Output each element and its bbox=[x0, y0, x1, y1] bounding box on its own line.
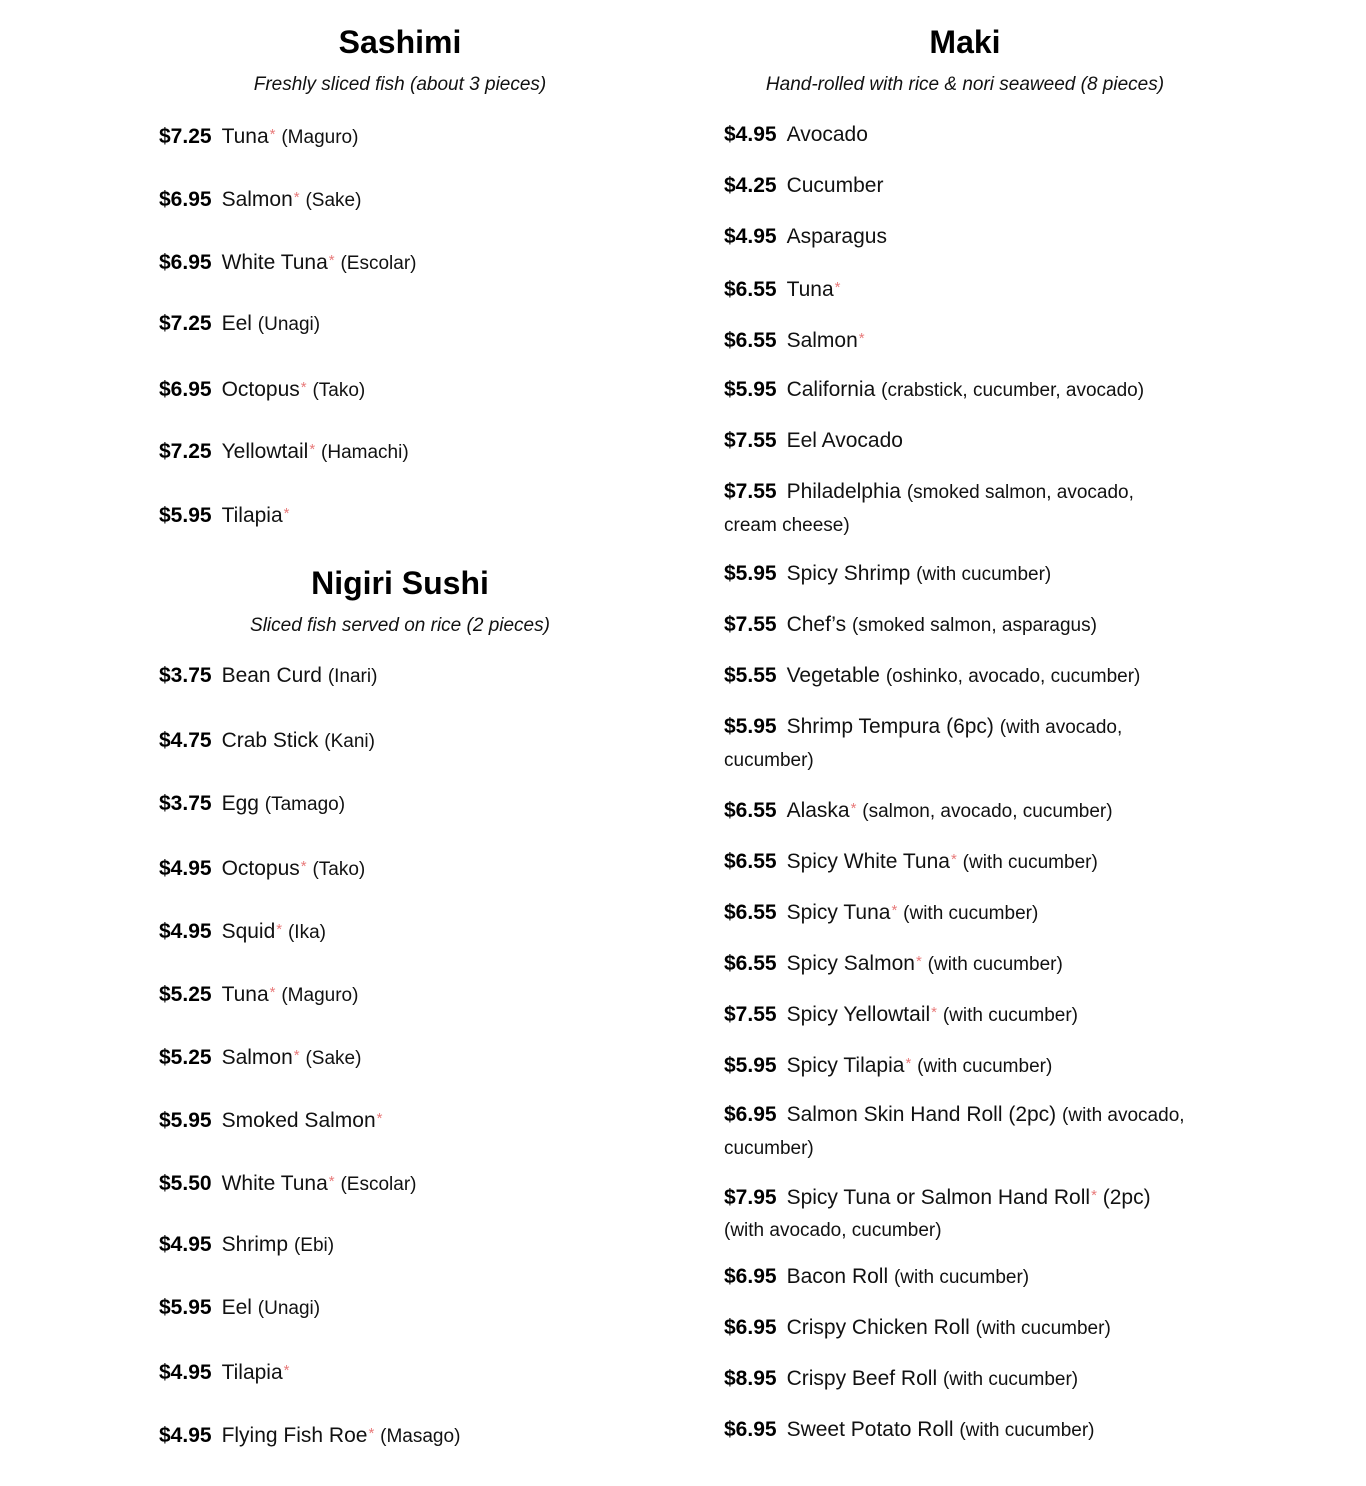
item-name: Crispy Chicken Roll bbox=[786, 1316, 970, 1339]
item-detail: (smoked salmon, avocado, cream cheese) bbox=[724, 482, 1134, 536]
menu-item bbox=[724, 997, 1186, 1032]
item-name: Shrimp Tempura (6pc) bbox=[786, 715, 994, 738]
menu-item bbox=[159, 914, 621, 949]
item-price: $6.95 bbox=[724, 1265, 777, 1288]
item-detail: (crabstick, cucumber, avocado) bbox=[881, 380, 1145, 401]
item-extra: (2pc) bbox=[1102, 1186, 1151, 1209]
raw-indicator-icon: * bbox=[283, 505, 290, 522]
menu-item bbox=[724, 793, 1186, 828]
menu-item bbox=[724, 221, 1186, 253]
raw-indicator-icon: * bbox=[293, 1047, 300, 1064]
item-detail: (Hamachi) bbox=[321, 442, 409, 463]
item-price: $6.95 bbox=[724, 1418, 777, 1441]
item-price: $7.25 bbox=[159, 440, 212, 463]
item-detail: (salmon, avocado, cucumber) bbox=[862, 801, 1113, 822]
menu-item bbox=[724, 425, 1186, 457]
raw-indicator-icon: * bbox=[300, 379, 307, 396]
item-name: Crab Stick bbox=[221, 729, 319, 752]
item-name: Octopus bbox=[221, 378, 300, 401]
raw-indicator-icon: * bbox=[376, 1110, 383, 1127]
menu-item bbox=[159, 851, 621, 886]
menu-item bbox=[724, 272, 1186, 306]
item-name: Salmon bbox=[786, 329, 858, 352]
nigiri-title: Nigiri Sushi bbox=[311, 565, 489, 601]
item-price: $4.95 bbox=[159, 920, 212, 943]
item-price: $6.55 bbox=[724, 329, 777, 352]
item-price: $7.55 bbox=[724, 429, 777, 452]
raw-indicator-icon: * bbox=[931, 1004, 937, 1021]
item-price: $5.95 bbox=[724, 715, 777, 738]
item-price: $8.95 bbox=[724, 1367, 777, 1390]
item-price: $5.55 bbox=[724, 664, 777, 687]
menu-item bbox=[724, 1180, 1186, 1247]
item-price: $7.25 bbox=[159, 125, 212, 148]
raw-indicator-icon: * bbox=[300, 858, 307, 875]
item-detail: (Escolar) bbox=[340, 1174, 417, 1195]
item-detail: (Sake) bbox=[305, 190, 362, 211]
item-detail: (Unagi) bbox=[257, 1298, 321, 1319]
item-name: Yellowtail bbox=[221, 440, 309, 463]
item-detail: (with cucumber) bbox=[903, 903, 1039, 924]
item-price: $6.95 bbox=[159, 378, 212, 401]
item-name: Salmon bbox=[221, 188, 293, 211]
item-name: Spicy Yellowtail bbox=[786, 1003, 931, 1026]
menu-item bbox=[724, 844, 1186, 879]
item-price: $6.55 bbox=[724, 850, 777, 873]
menu-item bbox=[724, 946, 1186, 981]
item-price: $4.95 bbox=[159, 1361, 212, 1384]
menu-item bbox=[159, 1103, 621, 1137]
item-detail: (Maguro) bbox=[281, 985, 359, 1006]
item-detail: (Unagi) bbox=[257, 314, 321, 335]
item-price: $4.25 bbox=[724, 174, 777, 197]
item-name: Crispy Beef Roll bbox=[786, 1367, 938, 1390]
item-detail: (Tako) bbox=[312, 859, 366, 880]
item-price: $4.95 bbox=[724, 225, 777, 248]
item-price: $7.55 bbox=[724, 480, 777, 503]
item-detail: (with cucumber) bbox=[959, 1420, 1095, 1441]
item-price: $5.50 bbox=[159, 1172, 212, 1195]
menu-item bbox=[159, 660, 621, 693]
item-name: Smoked Salmon bbox=[221, 1109, 376, 1132]
item-name: Sweet Potato Roll bbox=[786, 1418, 954, 1441]
item-price: $5.95 bbox=[724, 378, 777, 401]
item-name: Spicy Tuna bbox=[786, 901, 891, 924]
item-price: $4.95 bbox=[724, 123, 777, 146]
menu-item bbox=[159, 372, 621, 407]
item-name: Eel Avocado bbox=[786, 429, 903, 452]
item-detail: (Inari) bbox=[327, 666, 378, 687]
item-detail: (smoked salmon, asparagus) bbox=[851, 615, 1097, 636]
menu-item bbox=[159, 245, 621, 280]
item-detail: (with cucumber) bbox=[975, 1318, 1111, 1339]
item-price: $7.55 bbox=[724, 1003, 777, 1026]
item-detail: (with avocado, cucumber) bbox=[724, 717, 1123, 771]
sashimi-subtitle: Freshly sliced fish (about 3 pieces) bbox=[253, 74, 547, 95]
raw-indicator-icon: * bbox=[269, 984, 276, 1001]
raw-indicator-icon: * bbox=[368, 1425, 375, 1442]
menu-item bbox=[159, 1229, 621, 1262]
sashimi-title: Sashimi bbox=[338, 24, 462, 60]
item-price: $6.95 bbox=[159, 251, 212, 274]
menu-item bbox=[159, 725, 621, 758]
maki-title: Maki bbox=[929, 24, 1001, 60]
item-price: $5.95 bbox=[724, 1054, 777, 1077]
item-name: Shrimp bbox=[221, 1233, 289, 1256]
item-price: $5.25 bbox=[159, 1046, 212, 1069]
item-name: Tuna bbox=[221, 125, 269, 148]
item-detail: (with cucumber) bbox=[942, 1005, 1078, 1026]
raw-indicator-icon: * bbox=[1091, 1187, 1097, 1204]
item-price: $5.95 bbox=[159, 1109, 212, 1132]
menu-item bbox=[159, 788, 621, 821]
raw-indicator-icon: * bbox=[850, 800, 857, 817]
item-name: Tilapia bbox=[221, 504, 283, 527]
item-price: $5.95 bbox=[724, 562, 777, 585]
item-detail: (Sake) bbox=[305, 1048, 362, 1069]
item-detail: (with cucumber) bbox=[962, 852, 1098, 873]
menu-item bbox=[159, 977, 621, 1012]
raw-indicator-icon: * bbox=[891, 902, 898, 919]
item-price: $5.95 bbox=[159, 1296, 212, 1319]
menu-item bbox=[724, 1363, 1186, 1396]
menu-item bbox=[159, 1418, 621, 1453]
item-name: Salmon Skin Hand Roll (2pc) bbox=[786, 1103, 1057, 1126]
item-name: Bacon Roll bbox=[786, 1265, 889, 1288]
item-detail: (Ika) bbox=[287, 922, 326, 943]
menu-item bbox=[724, 1414, 1186, 1447]
menu-item bbox=[724, 1048, 1186, 1083]
item-name: Tilapia bbox=[221, 1361, 283, 1384]
raw-indicator-icon: * bbox=[276, 921, 283, 938]
item-name: Spicy Shrimp bbox=[786, 562, 911, 585]
item-price: $4.75 bbox=[159, 729, 212, 752]
raw-indicator-icon: * bbox=[293, 189, 300, 206]
item-price: $3.75 bbox=[159, 664, 212, 687]
item-detail: (with cucumber) bbox=[927, 954, 1063, 975]
item-name: White Tuna bbox=[221, 251, 328, 274]
item-detail: (Tako) bbox=[312, 380, 366, 401]
item-name: Asparagus bbox=[786, 225, 887, 248]
item-detail: (Ebi) bbox=[293, 1235, 335, 1256]
menu-item bbox=[724, 1261, 1186, 1294]
nigiri-subtitle: Sliced fish served on rice (2 pieces) bbox=[250, 615, 550, 636]
item-name: Spicy Tuna or Salmon Hand Roll bbox=[786, 1186, 1091, 1209]
item-price: $6.95 bbox=[159, 188, 212, 211]
raw-indicator-icon: * bbox=[950, 851, 957, 868]
item-price: $6.95 bbox=[724, 1316, 777, 1339]
item-name: Spicy Salmon bbox=[786, 952, 915, 975]
item-name: Squid bbox=[221, 920, 276, 943]
item-detail: (Tamago) bbox=[264, 794, 346, 815]
item-price: $3.75 bbox=[159, 792, 212, 815]
item-name: Spicy White Tuna bbox=[786, 850, 950, 873]
raw-indicator-icon: * bbox=[328, 1173, 335, 1190]
item-name: California bbox=[786, 378, 876, 401]
item-name: Tuna bbox=[786, 278, 834, 301]
item-price: $4.95 bbox=[159, 1424, 212, 1447]
menu-item bbox=[724, 711, 1186, 777]
item-price: $7.95 bbox=[724, 1186, 777, 1209]
item-price: $7.55 bbox=[724, 613, 777, 636]
menu-item bbox=[159, 434, 621, 469]
menu-item bbox=[159, 498, 621, 532]
item-name: Alaska bbox=[786, 799, 850, 822]
item-name: Flying Fish Roe bbox=[221, 1424, 368, 1447]
item-price: $6.55 bbox=[724, 278, 777, 301]
item-name: Philadelphia bbox=[786, 480, 901, 503]
raw-indicator-icon: * bbox=[915, 953, 922, 970]
item-detail: (with avocado, cucumber) bbox=[724, 1220, 942, 1241]
menu-item bbox=[724, 374, 1186, 407]
menu-item bbox=[724, 660, 1186, 693]
menu-item bbox=[159, 1166, 621, 1201]
menu-item bbox=[159, 1040, 621, 1075]
item-name: Spicy Tilapia bbox=[786, 1054, 905, 1077]
item-detail: (with cucumber) bbox=[942, 1369, 1079, 1390]
item-detail: (Kani) bbox=[324, 731, 375, 752]
menu-item bbox=[724, 119, 1186, 151]
item-price: $7.25 bbox=[159, 312, 212, 335]
item-detail: (with cucumber) bbox=[917, 1056, 1053, 1077]
item-price: $6.55 bbox=[724, 799, 777, 822]
raw-indicator-icon: * bbox=[905, 1055, 912, 1072]
raw-indicator-icon: * bbox=[328, 252, 335, 269]
item-price: $5.95 bbox=[159, 504, 212, 527]
item-detail: (Masago) bbox=[380, 1426, 461, 1447]
item-name: Avocado bbox=[786, 123, 868, 146]
item-detail: (with avocado, cucumber) bbox=[724, 1105, 1185, 1159]
item-detail: (oshinko, avocado, cucumber) bbox=[885, 666, 1141, 687]
item-price: $6.95 bbox=[724, 1103, 777, 1126]
item-price: $6.55 bbox=[724, 952, 777, 975]
raw-indicator-icon: * bbox=[283, 1362, 290, 1379]
item-name: Egg bbox=[221, 792, 259, 815]
item-detail: (Escolar) bbox=[340, 253, 417, 274]
menu-item bbox=[724, 558, 1186, 591]
item-detail: (with cucumber) bbox=[916, 564, 1052, 585]
item-name: Salmon bbox=[221, 1046, 293, 1069]
item-name: Eel bbox=[221, 312, 252, 335]
menu-item bbox=[724, 895, 1186, 930]
menu-item bbox=[724, 1312, 1186, 1345]
raw-indicator-icon: * bbox=[858, 330, 865, 347]
item-price: $6.55 bbox=[724, 901, 777, 924]
raw-indicator-icon: * bbox=[309, 441, 316, 458]
menu-item bbox=[724, 609, 1186, 642]
menu-item bbox=[724, 1099, 1186, 1165]
item-name: Cucumber bbox=[786, 174, 884, 197]
item-name: Octopus bbox=[221, 857, 300, 880]
menu-item bbox=[724, 476, 1186, 542]
item-name: Chef’s bbox=[786, 613, 847, 636]
item-price: $4.95 bbox=[159, 1233, 212, 1256]
item-name: Tuna bbox=[221, 983, 269, 1006]
maki-subtitle: Hand-rolled with rice & nori seaweed (8 pieces) bbox=[765, 74, 1165, 95]
menu-item bbox=[159, 1355, 621, 1389]
item-price: $4.95 bbox=[159, 857, 212, 880]
menu-item bbox=[724, 170, 1186, 202]
raw-indicator-icon: * bbox=[834, 279, 841, 296]
item-detail: (Maguro) bbox=[281, 127, 359, 148]
item-name: White Tuna bbox=[221, 1172, 328, 1195]
menu-item bbox=[159, 182, 621, 217]
menu-item bbox=[724, 323, 1186, 357]
menu-item bbox=[159, 119, 621, 154]
menu-item bbox=[159, 1292, 621, 1325]
item-name: Vegetable bbox=[786, 664, 880, 687]
item-name: Bean Curd bbox=[221, 664, 322, 687]
item-name: Eel bbox=[221, 1296, 252, 1319]
raw-indicator-icon: * bbox=[269, 126, 276, 143]
menu-item bbox=[159, 308, 621, 341]
item-detail: (with cucumber) bbox=[893, 1267, 1030, 1288]
item-price: $5.25 bbox=[159, 983, 212, 1006]
